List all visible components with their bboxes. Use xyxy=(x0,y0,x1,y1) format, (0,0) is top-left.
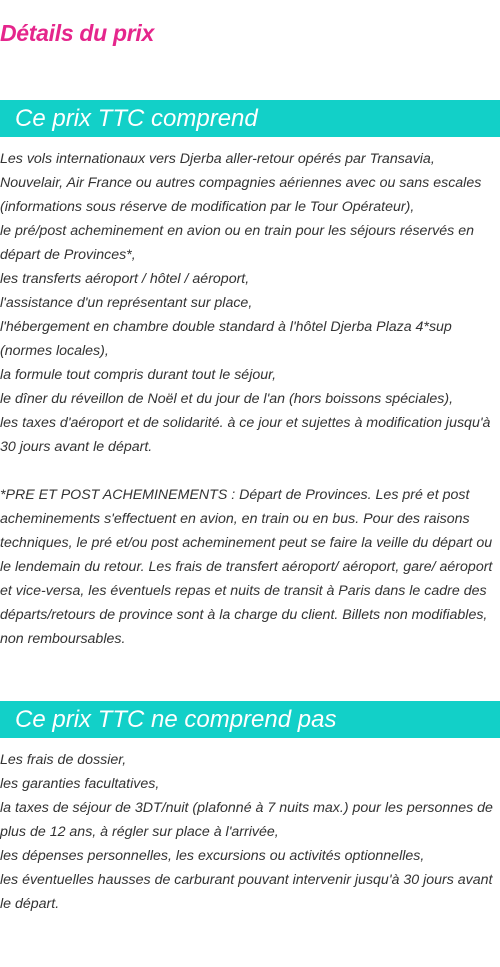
acheminement-note-text: *PRE ET POST ACHEMINEMENTS : Départ de Provinces. Les pré et post acheminements s'effectuent en avion, en train ou en bus. Pour des raisons techniques, le pré et/ou post acheminement peut se faire la veille du départ ou le lendemain du retour. Les frais de transfert aéroport/ aéroport, gare/ aéroport et vice-versa, les éventuels repas et nuits de transit à Paris dans le cadre des départs/retours de province sont à la charge du client. Billets non modifiables, non remboursables. xyxy=(0,487,493,647)
includes-list xyxy=(0,147,496,459)
excludes-line: les éventuelles hausses de carburant pouvant intervenir jusqu'à 30 jours avant le départ. xyxy=(0,872,493,912)
excludes-line: la taxes de séjour de 3DT/nuit (plafonné à 7 nuits max.) pour les personnes de plus de 12 ans, à régler sur place à l'arrivée, xyxy=(0,800,493,840)
includes-line: l'hébergement en chambre double standard à l'hôtel Djerba Plaza 4*sup (normes locales), xyxy=(0,319,452,359)
includes-line: Les vols internationaux vers Djerba aller-retour opérés par Transavia, Nouvelair, Air France ou autres compagnies aériennes avec ou sans escales (informations sous réserve de modification par le Tour Opérateur), xyxy=(0,151,482,215)
includes-heading: Ce prix TTC comprend xyxy=(0,100,500,137)
excludes-line: les garanties facultatives, xyxy=(0,776,160,792)
includes-line: les taxes d'aéroport et de solidarité. à ce jour et sujettes à modification jusqu'à 30 jours avant le départ. xyxy=(0,415,491,455)
includes-line: le dîner du réveillon de Noël et du jour de l'an (hors boissons spéciales), xyxy=(0,391,454,407)
includes-line: l'assistance d'un représentant sur place, xyxy=(0,295,253,311)
excludes-line: Les frais de dossier, xyxy=(0,752,127,768)
excludes-line: les dépenses personnelles, les excursions ou activités optionnelles, xyxy=(0,848,425,864)
page-title: Détails du prix xyxy=(0,20,154,46)
excludes-heading: Ce prix TTC ne comprend pas xyxy=(0,701,500,738)
includes-line: le pré/post acheminement en avion ou en train pour les séjours réservés en départ de Provinces*, xyxy=(0,223,474,263)
includes-line: les transferts aéroport / hôtel / aéroport, xyxy=(0,271,250,287)
excludes-list xyxy=(0,748,496,916)
acheminement-note xyxy=(0,483,496,651)
includes-line: la formule tout compris durant tout le séjour, xyxy=(0,367,277,383)
